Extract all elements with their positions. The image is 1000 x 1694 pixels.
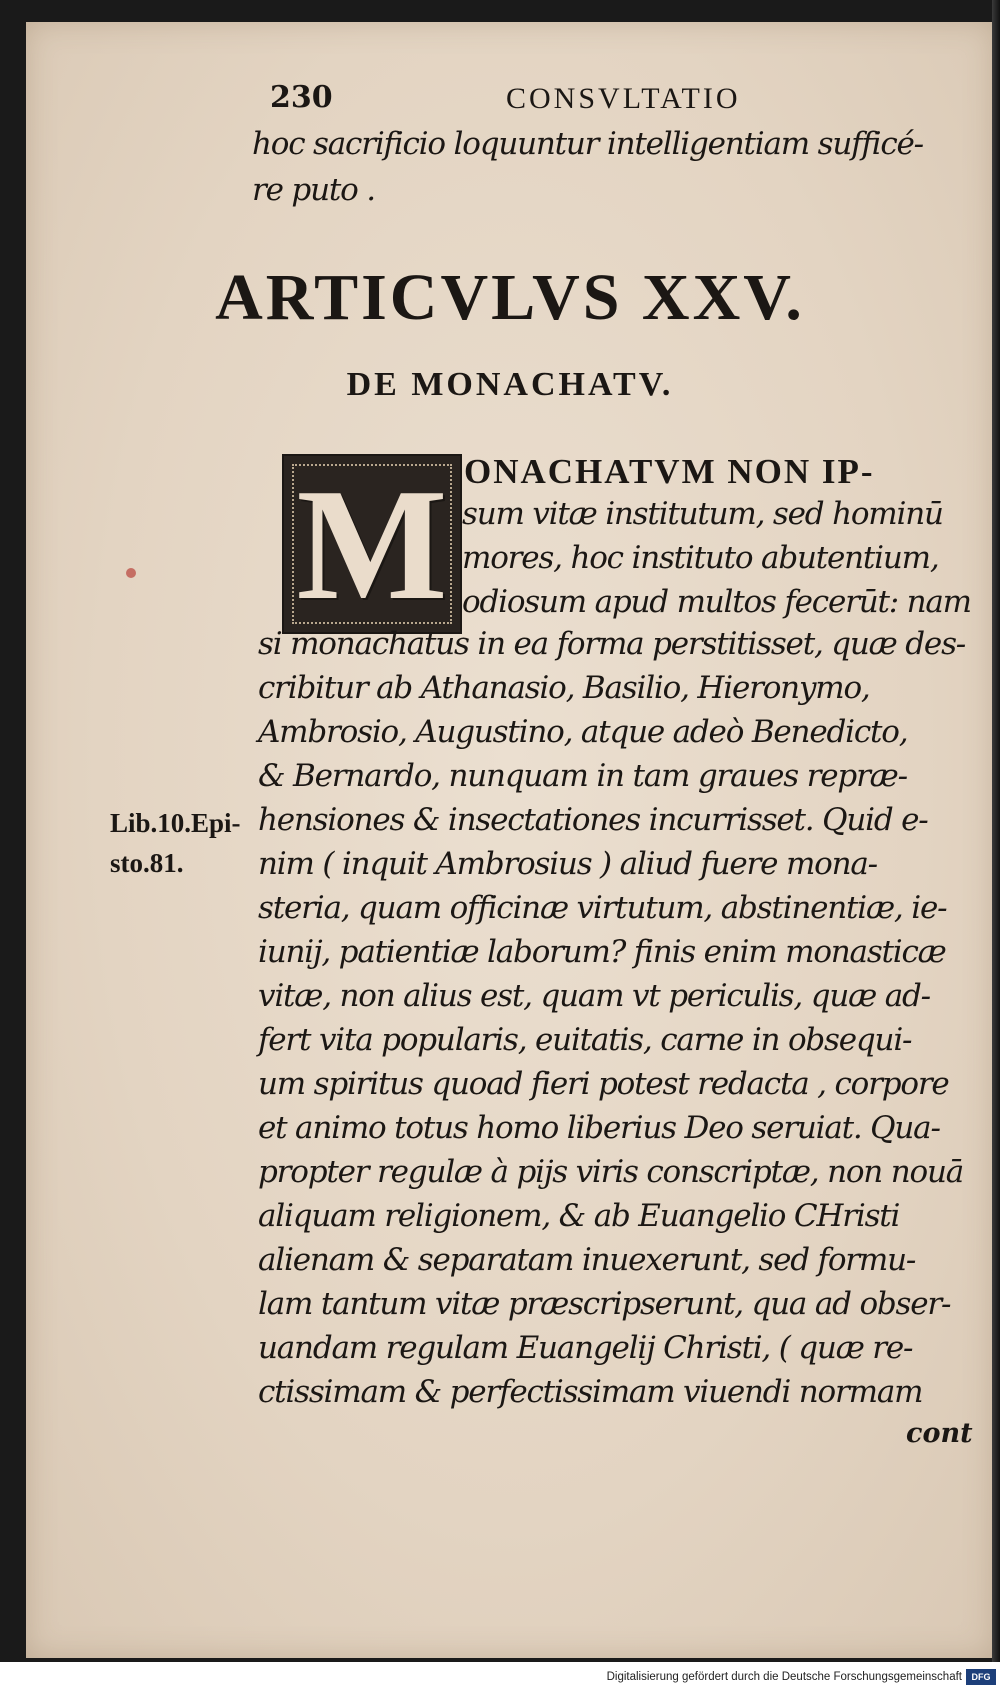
text-line: iunij, patientiæ laborum? finis enim monasticæ	[258, 934, 946, 970]
text-line: uandam regulam Euangelij Christi, ( quæ re-	[258, 1330, 913, 1366]
text-line: hensiones & insectationes incurrisset. Quid e-	[258, 802, 928, 838]
article-title: ARTICVLVS XXV.	[215, 261, 805, 334]
text-line: nim ( inquit Ambrosius ) aliud fuere mona-	[258, 846, 877, 882]
text-line: si monachatus in ea forma perstitisset, quæ des-	[258, 626, 966, 662]
page-edge-shadow	[992, 0, 1000, 1662]
text-line: um spiritus quoad fieri potest redacta , corpore	[258, 1066, 949, 1102]
text-line: fert vita popularis, euitatis, carne in obsequi-	[258, 1022, 912, 1058]
text-line: vitæ, non alius est, quam vt periculis, quæ ad-	[258, 978, 930, 1014]
book-page	[26, 22, 994, 1658]
text-line: ctissimam & perfectissimam viuendi normam	[258, 1374, 923, 1410]
text-line: & Bernardo, nunquam in tam graues repræ-	[258, 758, 907, 794]
catchword: cont	[906, 1418, 973, 1449]
text-line: et animo totus homo liberius Deo seruiat. Qua-	[258, 1110, 940, 1146]
drop-cap-letter: M	[296, 455, 448, 633]
footer-bar	[0, 1662, 1000, 1694]
first-line-caps: ONACHATVM NON IP-	[464, 452, 875, 491]
page-number: 230	[270, 80, 333, 115]
text-line: steria, quam officinæ virtutum, abstinentiæ, ie-	[258, 890, 947, 926]
text-line: propter regulæ à pijs viris conscriptæ, non nouā	[258, 1154, 963, 1190]
text-line: cribitur ab Athanasio, Basilio, Hieronymo,	[258, 670, 870, 706]
text-line: Ambrosio, Augustino, atque adeò Benedicto,	[258, 714, 908, 750]
text-line: re puto .	[252, 172, 375, 208]
ornamental-initial	[282, 454, 462, 634]
text-line: odiosum apud multos fecerūt: nam	[462, 584, 971, 620]
text-line: lam tantum vitæ præscripserunt, qua ad obser-	[258, 1286, 951, 1322]
text-line: aliquam religionem, & ab Euangelio CHristi	[258, 1198, 900, 1234]
margin-note-line: Lib.10.Epi-	[110, 808, 241, 838]
section-title: DE MONACHATV.	[346, 366, 674, 403]
footer-credit: Digitalisierung gefördert durch die Deutsche Forschungsgemeinschaft	[606, 1671, 962, 1683]
margin-note-line: sto.81.	[110, 848, 184, 878]
text-line: hoc sacrificio loquuntur intelligentiam sufficé-	[252, 126, 923, 162]
ink-spot	[126, 568, 136, 578]
dfg-logo: DFG	[966, 1669, 996, 1685]
text-line: mores, hoc instituto abutentium,	[462, 540, 939, 576]
text-line: sum vitæ institutum, sed hominū	[462, 496, 943, 532]
running-head: CONSVLTATIO	[506, 82, 741, 115]
text-line: alienam & separatam inuexerunt, sed formu-	[258, 1242, 916, 1278]
